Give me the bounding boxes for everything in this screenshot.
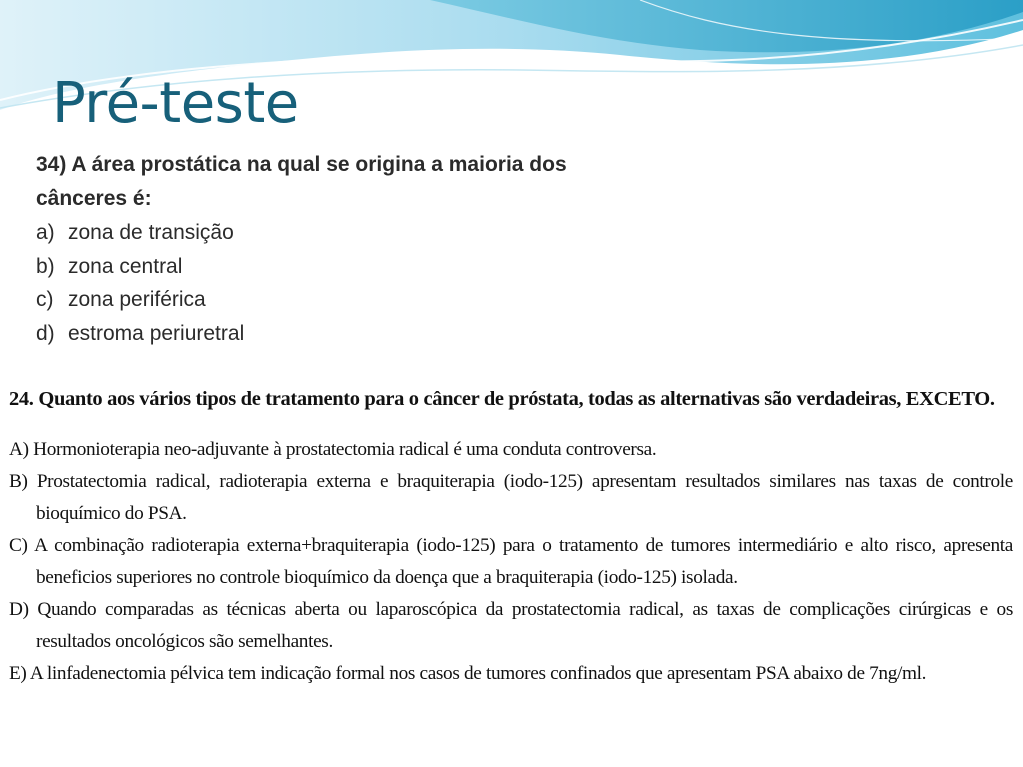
option-C bbox=[9, 530, 1013, 594]
question-24-options bbox=[9, 434, 1013, 690]
question-24-block bbox=[0, 378, 1023, 696]
slide-title: Pré-teste bbox=[52, 71, 299, 136]
question-34-options bbox=[36, 216, 640, 350]
option-d bbox=[36, 317, 640, 351]
option-letter: D) bbox=[9, 599, 29, 620]
question-34-block bbox=[26, 140, 640, 362]
option-letter: A) bbox=[9, 439, 29, 460]
question-34-stem bbox=[36, 148, 640, 216]
option-E bbox=[9, 658, 1013, 690]
option-text: zona periférica bbox=[68, 288, 206, 311]
option-letter: a) bbox=[36, 221, 55, 244]
option-D bbox=[9, 594, 1013, 658]
option-text: estroma periuretral bbox=[68, 321, 245, 345]
option-letter: d) bbox=[36, 321, 55, 345]
option-text: Prostatectomia radical, radioterapia externa e braquiterapia (iodo-125) apresentam resultados similares nas taxas de controle bioquímico do PSA. bbox=[36, 471, 1013, 524]
question-24-stem: 24. Quanto aos vários tipos de tratamento para o câncer de próstata, todas as alternativas são verdadeiras, EXCETO. bbox=[9, 388, 995, 410]
option-A bbox=[9, 434, 1013, 466]
option-letter: b) bbox=[36, 254, 55, 278]
option-B bbox=[9, 466, 1013, 530]
option-letter: c) bbox=[36, 288, 54, 311]
option-text: zona de transição bbox=[68, 221, 234, 244]
option-letter: E) bbox=[9, 663, 27, 684]
question-34-stem-line2: cânceres é: bbox=[36, 187, 152, 210]
option-b bbox=[36, 250, 640, 284]
option-a bbox=[36, 216, 640, 250]
option-c bbox=[36, 283, 640, 317]
option-text: A linfadenectomia pélvica tem indicação formal nos casos de tumores confinados que apresentam PSA abaixo de 7ng/ml. bbox=[29, 663, 927, 684]
question-34-stem-line1: 34) A área prostática na qual se origina a maioria dos bbox=[36, 153, 567, 176]
option-letter: C) bbox=[9, 535, 28, 556]
option-text: Hormonioterapia neo-adjuvante à prostatectomia radical é uma conduta controversa. bbox=[33, 439, 657, 460]
option-text: zona central bbox=[68, 254, 183, 278]
option-letter: B) bbox=[9, 471, 28, 492]
option-text: A combinação radioterapia externa+braquiterapia (iodo-125) para o tratamento de tumores intermediário e alto risco, apresenta beneficios superiores no controle bioquímico da doença que a braquiterapia (iodo-125) isolada. bbox=[34, 535, 1013, 588]
option-text: Quando comparadas as técnicas aberta ou laparoscópica da prostatectomia radical, as taxas de complicações cirúrgicas e os resultados oncológicos são semelhantes. bbox=[36, 599, 1013, 652]
